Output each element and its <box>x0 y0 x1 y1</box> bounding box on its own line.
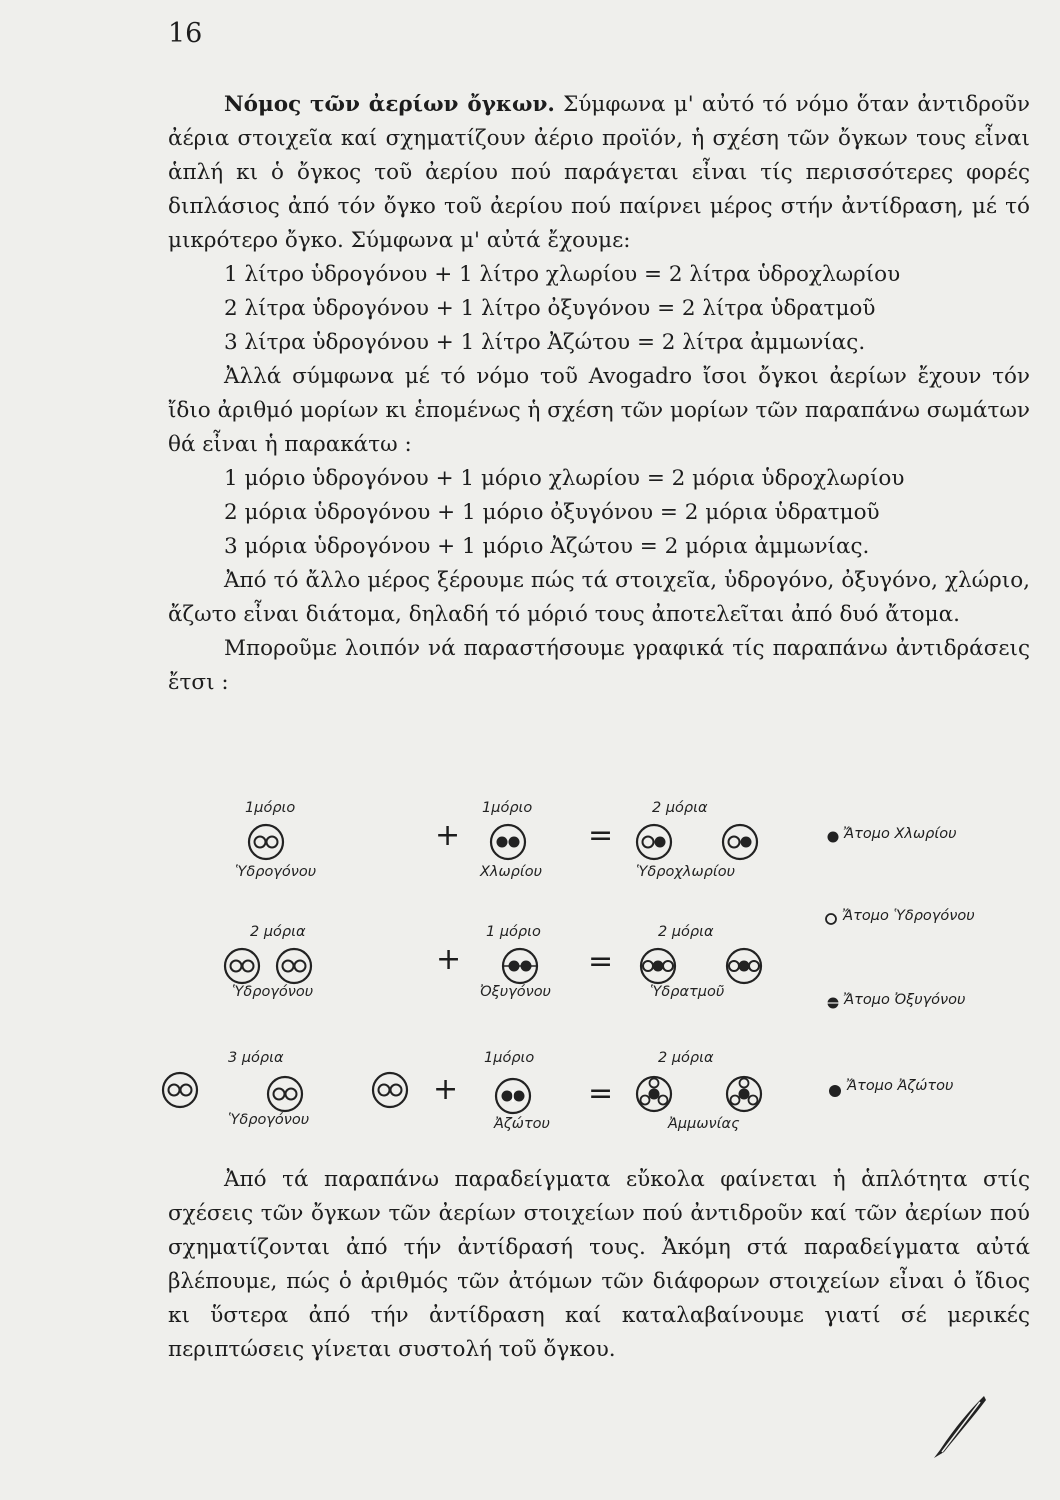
equals-sign: = <box>588 944 614 979</box>
water-molecule-icon <box>724 946 764 986</box>
oxygen-atom-legend-icon <box>826 996 840 1010</box>
row2-mid-count: 1 μόριο <box>486 924 541 940</box>
row1-right-count: 2 μόρια <box>652 800 708 816</box>
legend-oxygen: Ἄτομο Ὀξυγόνου <box>843 992 966 1008</box>
hydrogen-molecule-icon <box>246 822 286 862</box>
intro-text: Σύμφωνα μ' αὐτό τό νόμο ὅταν ἀντιδροῦν ἀέρια στοιχεῖα καί σχηματίζουν ἀέριο προϊόν, ἡ σχέση τῶν ὄγκων τους εἶναι ἁπλή κι ὁ ὄγκος τοῦ ἀερίου πού παράγεται εἶναι τίς περισσότερες φορές διπλάσιος ἀπό τόν ὄγκο τοῦ ἀερίου πού παίρνει μέρος στήν ἀντίδραση, μέ τό μικρότερο ὄγκο. Σύμφωνα μ' αὐτά ἔχουμε: <box>168 92 1031 253</box>
hydrogen-molecule-icon <box>160 1070 200 1110</box>
row2-mid-name: Ὀξυγόνου <box>480 984 551 1000</box>
hydrogen-atom-legend-icon <box>824 912 838 926</box>
volume-equation-3: 3 λίτρα ὑδρογόνου + 1 λίτρο Ἀζώτου = 2 λίτρα ἀμμωνίας. <box>224 330 866 355</box>
hydrogen-molecule-icon <box>222 946 262 986</box>
ammonia-molecule-icon <box>634 1074 674 1114</box>
section-title: Νόμος τῶν ἀερίων ὄγκων. <box>224 92 555 117</box>
equals-sign: = <box>588 1076 614 1111</box>
chlorine-molecule-icon <box>488 822 528 862</box>
molecule-equation-1: 1 μόριο ὑδρογόνου + 1 μόριο χλωρίου = 2 μόρια ὑδροχλωρίου <box>224 466 905 491</box>
graphic-intro-paragraph: Μποροῦμε λοιπόν νά παραστήσουμε γραφικά τίς παραπάνω ἀντιδράσεις ἔτσι : <box>168 636 1030 695</box>
conclusion-paragraph <box>168 1163 1030 1367</box>
conclusion-text: Ἀπό τά παραπάνω παραδείγματα εὔκολα φαίνεται ἡ ἁπλότητα στίς σχέσεις τῶν ὄγκων τῶν ἀερίων στοιχείων πού ἀντιδροῦν καί τῶν ἀερίων πού σχηματίζονται ἀπό τήν ἀντίδρασή τους. Ἀκόμη στά παραδείγματα αὐτά βλέπουμε, πώς ὁ ἀριθμός τῶν ἀτόμων τῶν διάφορων στοιχείων εἶναι ὁ ἴδιος κι ὕστερα ἀπό τήν ἀντίδραση καί καταλαβαίνουμε γιατί σέ μερικές περιπτώσεις γίνεται συστολή τοῦ ὄγκου. <box>168 1167 1030 1362</box>
row2-left-count: 2 μόρια <box>250 924 306 940</box>
row3-left-count: 3 μόρια <box>228 1050 284 1066</box>
hydrogen-molecule-icon <box>370 1070 410 1110</box>
chlorine-atom-legend-icon <box>826 830 840 844</box>
row2-right-name: Ὑδρατμοῦ <box>650 984 725 1000</box>
molecule-equation-2: 2 μόρια ὑδρογόνου + 1 μόριο ὀξυγόνου = 2 μόρια ὑδρατμοῦ <box>224 500 880 525</box>
oxygen-molecule-icon <box>500 946 540 986</box>
avogadro-paragraph: Ἀλλά σύμφωνα μέ τό νόμο τοῦ Avogadro ἴσοι ὄγκοι ἀερίων ἔχουν τόν ἴδιο ἀριθμό μορίων κι ἑπομένως ἡ σχέση τῶν μορίων τῶν παραπάνω σωμάτων θά εἶναι ἡ παρακάτω : <box>168 364 1030 457</box>
row3-mid-name: Ἀζώτου <box>494 1116 550 1132</box>
plus-sign: + <box>433 1072 459 1107</box>
row1-left-count: 1μόριο <box>245 800 296 816</box>
equals-sign: = <box>588 818 614 853</box>
plus-sign: + <box>435 818 461 853</box>
row3-left-name: Ὑδρογόνου <box>228 1112 310 1128</box>
hydrogen-molecule-icon <box>265 1074 305 1114</box>
molecule-equation-3: 3 μόρια ὑδρογόνου + 1 μόριο Ἀζώτου = 2 μόρια ἀμμωνίας. <box>224 534 870 559</box>
row1-left-name: Ὑδρογόνου <box>235 864 317 880</box>
legend-chlorine: Ἄτομο Χλωρίου <box>843 826 957 842</box>
plus-sign: + <box>436 942 462 977</box>
row1-right-name: Ὑδροχλωρίου <box>636 864 735 880</box>
volume-equation-2: 2 λίτρα ὑδρογόνου + 1 λίτρο ὀξυγόνου = 2 λίτρα ὑδρατμοῦ <box>224 296 876 321</box>
nitrogen-atom-legend-icon <box>828 1084 842 1098</box>
diatomic-paragraph: Ἀπό τό ἄλλο μέρος ξέρουμε πώς τά στοιχεῖα, ὑδρογόνο, ὀξυγόνο, χλώριο, ἄζωτο εἶναι διάτομα, δηλαδή τό μόριό τους ἀποτελεῖται ἀπό δυό ἄτομα. <box>168 568 1030 627</box>
row1-mid-count: 1μόριο <box>482 800 533 816</box>
row1-mid-name: Χλωρίου <box>480 864 543 880</box>
pen-mark-icon <box>930 1392 990 1462</box>
legend-hydrogen: Ἄτομο Ὑδρογόνου <box>842 908 975 924</box>
legend-nitrogen: Ἄτομο Ἀζώτου <box>846 1078 954 1094</box>
water-molecule-icon <box>638 946 678 986</box>
page-number: 16 <box>168 18 203 49</box>
nitrogen-molecule-icon <box>493 1076 533 1116</box>
row3-right-count: 2 μόρια <box>658 1050 714 1066</box>
row3-mid-count: 1μόριο <box>484 1050 535 1066</box>
ammonia-molecule-icon <box>724 1074 764 1114</box>
hcl-molecule-icon <box>720 822 760 862</box>
hydrogen-molecule-icon <box>274 946 314 986</box>
main-text <box>168 88 1030 700</box>
hcl-molecule-icon <box>634 822 674 862</box>
row3-right-name: Ἀμμωνίας <box>668 1116 740 1132</box>
row2-right-count: 2 μόρια <box>658 924 714 940</box>
volume-equation-1: 1 λίτρο ὑδρογόνου + 1 λίτρο χλωρίου = 2 λίτρα ὑδροχλωρίου <box>224 262 901 287</box>
intro-paragraph <box>168 88 1030 258</box>
row2-left-name: Ὑδρογόνου <box>232 984 314 1000</box>
